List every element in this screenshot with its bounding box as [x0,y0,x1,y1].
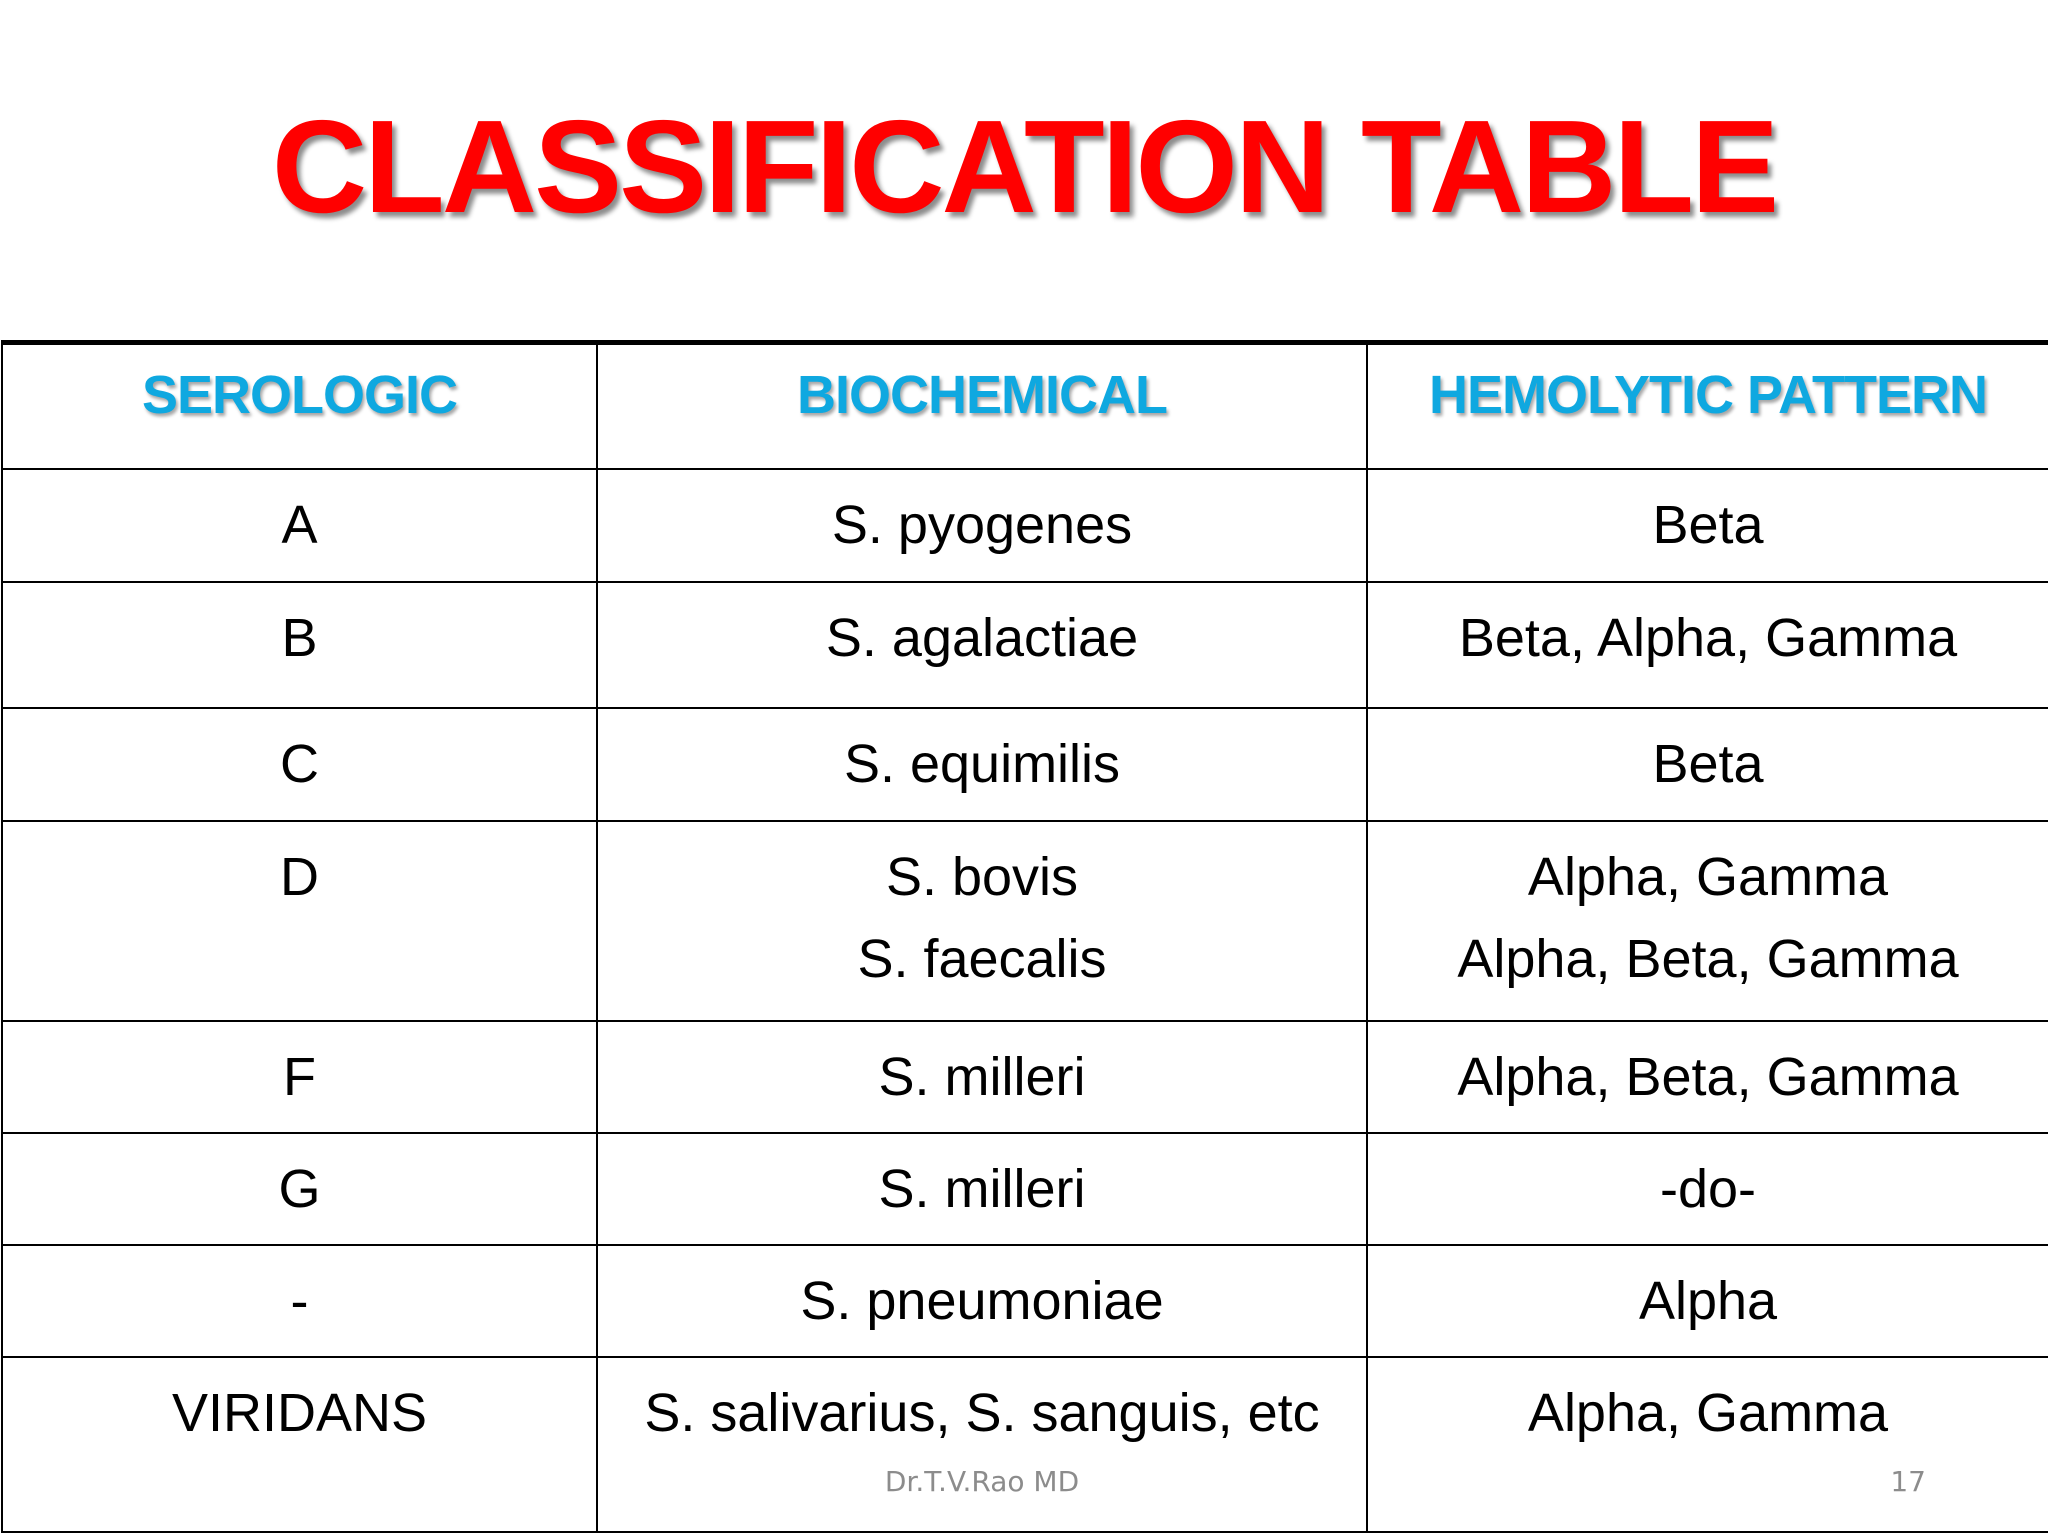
header-hemolytic-pattern: HEMOLYTIC PATTERN [1367,343,2048,469]
cell-biochemical: S. milleri [597,1021,1367,1133]
cell-biochemical: S. agalactiae [597,582,1367,708]
footer-page-number: 17 [1890,1464,1926,1498]
cell-serologic: D [2,821,597,1021]
footer-author: Dr.T.V.Rao MD [884,1464,1080,1498]
table-header-row [2,343,2048,469]
cell-biochemical: S. milleri [597,1133,1367,1245]
cell-hemolytic: Beta [1367,708,2048,821]
cell-serologic: VIRIDANS [2,1357,597,1532]
cell-serologic: C [2,708,597,821]
cell-biochemical: S. salivarius, S. sanguis, etc Dr.T.V.Rao MD [597,1357,1367,1532]
cell-biochemical: S. bovis S. faecalis [597,821,1367,1021]
cell-biochemical: S. equimilis [597,708,1367,821]
cell-serologic: F [2,1021,597,1133]
cell-serologic: - [2,1245,597,1357]
cell-serologic: A [2,469,597,582]
table-row [2,469,2048,582]
table-row [2,1021,2048,1133]
classification-table [1,340,2048,1533]
table-row [2,708,2048,821]
table-row [2,821,2048,1021]
cell-hemolytic: Alpha, Gamma 17 [1367,1357,2048,1532]
cell-hemolytic: -do- [1367,1133,2048,1245]
cell-hemolytic: Alpha, Beta, Gamma [1367,1021,2048,1133]
cell-biochemical: S. pyogenes [597,469,1367,582]
cell-biochemical: S. pneumoniae [597,1245,1367,1357]
cell-hemolytic: Alpha [1367,1245,2048,1357]
cell-serologic: G [2,1133,597,1245]
table-row [2,1245,2048,1357]
slide-title: CLASSIFICATION TABLE [271,93,1777,240]
table-row [2,1133,2048,1245]
table-row [2,1357,2048,1532]
cell-hemolytic: Alpha, Gamma Alpha, Beta, Gamma [1367,821,2048,1021]
header-biochemical: BIOCHEMICAL [597,343,1367,469]
cell-hemolytic: Beta [1367,469,2048,582]
cell-hemolytic: Beta, Alpha, Gamma [1367,582,2048,708]
cell-serologic: B [2,582,597,708]
table-row [2,582,2048,708]
header-serologic: SEROLOGIC [2,343,597,469]
